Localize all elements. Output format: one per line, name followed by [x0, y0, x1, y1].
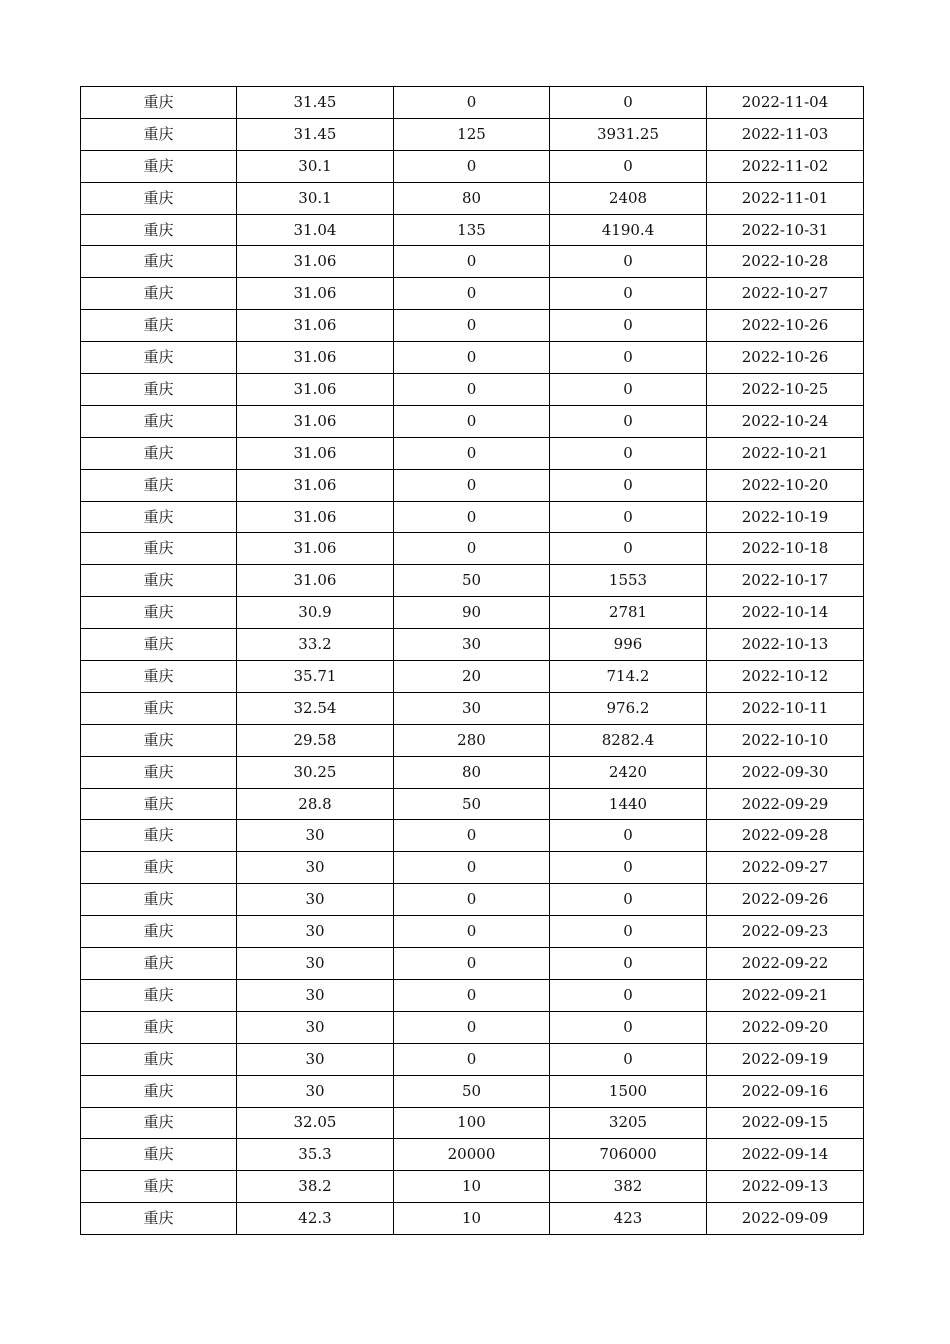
volume-cell: 0	[394, 884, 550, 916]
volume-cell: 125	[394, 118, 550, 150]
price-cell: 30.25	[237, 756, 394, 788]
date-cell: 2022-09-13	[707, 1171, 864, 1203]
volume-cell: 30	[394, 629, 550, 661]
price-cell: 35.3	[237, 1139, 394, 1171]
price-cell: 29.58	[237, 724, 394, 756]
volume-cell: 50	[394, 788, 550, 820]
date-cell: 2022-10-27	[707, 278, 864, 310]
price-cell: 31.06	[237, 565, 394, 597]
region-cell: 重庆	[81, 692, 237, 724]
date-cell: 2022-09-30	[707, 756, 864, 788]
price-cell: 31.06	[237, 405, 394, 437]
date-cell: 2022-09-28	[707, 820, 864, 852]
volume-cell: 100	[394, 1107, 550, 1139]
amount-cell: 1440	[550, 788, 707, 820]
date-cell: 2022-10-26	[707, 310, 864, 342]
price-cell: 31.06	[237, 437, 394, 469]
date-cell: 2022-10-20	[707, 469, 864, 501]
amount-cell: 0	[550, 852, 707, 884]
amount-cell: 1553	[550, 565, 707, 597]
volume-cell: 10	[394, 1171, 550, 1203]
amount-cell: 0	[550, 916, 707, 948]
price-cell: 28.8	[237, 788, 394, 820]
table-row	[81, 1011, 864, 1043]
date-cell: 2022-10-17	[707, 565, 864, 597]
amount-cell: 0	[550, 310, 707, 342]
region-cell: 重庆	[81, 87, 237, 119]
volume-cell: 0	[394, 501, 550, 533]
price-cell: 31.04	[237, 214, 394, 246]
volume-cell: 0	[394, 246, 550, 278]
date-cell: 2022-10-13	[707, 629, 864, 661]
region-cell: 重庆	[81, 533, 237, 565]
amount-cell: 0	[550, 469, 707, 501]
volume-cell: 80	[394, 756, 550, 788]
date-cell: 2022-10-10	[707, 724, 864, 756]
volume-cell: 50	[394, 1075, 550, 1107]
region-cell: 重庆	[81, 629, 237, 661]
region-cell: 重庆	[81, 214, 237, 246]
date-cell: 2022-09-14	[707, 1139, 864, 1171]
volume-cell: 0	[394, 310, 550, 342]
amount-cell: 1500	[550, 1075, 707, 1107]
table-row	[81, 979, 864, 1011]
table-row	[81, 852, 864, 884]
trade-data-table	[80, 86, 864, 1235]
region-cell: 重庆	[81, 661, 237, 693]
date-cell: 2022-10-18	[707, 533, 864, 565]
date-cell: 2022-10-19	[707, 501, 864, 533]
price-cell: 38.2	[237, 1171, 394, 1203]
amount-cell: 0	[550, 437, 707, 469]
amount-cell: 0	[550, 501, 707, 533]
table-row	[81, 533, 864, 565]
table-row	[81, 501, 864, 533]
table-row	[81, 342, 864, 374]
region-cell: 重庆	[81, 310, 237, 342]
table-row	[81, 884, 864, 916]
table-body	[81, 87, 864, 1235]
table-row	[81, 597, 864, 629]
price-cell: 30	[237, 1011, 394, 1043]
amount-cell: 0	[550, 374, 707, 406]
region-cell: 重庆	[81, 597, 237, 629]
date-cell: 2022-09-19	[707, 1043, 864, 1075]
amount-cell: 0	[550, 405, 707, 437]
region-cell: 重庆	[81, 756, 237, 788]
amount-cell: 714.2	[550, 661, 707, 693]
region-cell: 重庆	[81, 469, 237, 501]
price-cell: 30.9	[237, 597, 394, 629]
price-cell: 31.06	[237, 278, 394, 310]
table-row	[81, 278, 864, 310]
table-row	[81, 948, 864, 980]
region-cell: 重庆	[81, 118, 237, 150]
date-cell: 2022-10-11	[707, 692, 864, 724]
price-cell: 30	[237, 852, 394, 884]
region-cell: 重庆	[81, 1043, 237, 1075]
region-cell: 重庆	[81, 884, 237, 916]
region-cell: 重庆	[81, 182, 237, 214]
amount-cell: 3931.25	[550, 118, 707, 150]
region-cell: 重庆	[81, 278, 237, 310]
price-cell: 31.06	[237, 246, 394, 278]
region-cell: 重庆	[81, 788, 237, 820]
volume-cell: 0	[394, 820, 550, 852]
price-cell: 30	[237, 820, 394, 852]
region-cell: 重庆	[81, 405, 237, 437]
volume-cell: 0	[394, 150, 550, 182]
region-cell: 重庆	[81, 948, 237, 980]
table-row	[81, 692, 864, 724]
region-cell: 重庆	[81, 342, 237, 374]
volume-cell: 0	[394, 979, 550, 1011]
table-row	[81, 661, 864, 693]
date-cell: 2022-09-26	[707, 884, 864, 916]
region-cell: 重庆	[81, 1075, 237, 1107]
amount-cell: 0	[550, 948, 707, 980]
table-row	[81, 1107, 864, 1139]
amount-cell: 0	[550, 820, 707, 852]
price-cell: 32.54	[237, 692, 394, 724]
region-cell: 重庆	[81, 1107, 237, 1139]
region-cell: 重庆	[81, 437, 237, 469]
volume-cell: 10	[394, 1203, 550, 1235]
table-row	[81, 724, 864, 756]
volume-cell: 0	[394, 87, 550, 119]
amount-cell: 0	[550, 150, 707, 182]
volume-cell: 0	[394, 533, 550, 565]
table-row	[81, 374, 864, 406]
region-cell: 重庆	[81, 1171, 237, 1203]
region-cell: 重庆	[81, 150, 237, 182]
region-cell: 重庆	[81, 724, 237, 756]
region-cell: 重庆	[81, 501, 237, 533]
amount-cell: 423	[550, 1203, 707, 1235]
price-cell: 42.3	[237, 1203, 394, 1235]
volume-cell: 0	[394, 405, 550, 437]
date-cell: 2022-10-12	[707, 661, 864, 693]
volume-cell: 0	[394, 1011, 550, 1043]
price-cell: 30	[237, 1075, 394, 1107]
date-cell: 2022-10-24	[707, 405, 864, 437]
price-cell: 31.45	[237, 87, 394, 119]
amount-cell: 0	[550, 979, 707, 1011]
amount-cell: 382	[550, 1171, 707, 1203]
table-row	[81, 629, 864, 661]
volume-cell: 50	[394, 565, 550, 597]
amount-cell: 0	[550, 278, 707, 310]
table-row	[81, 756, 864, 788]
table-row	[81, 118, 864, 150]
region-cell: 重庆	[81, 852, 237, 884]
amount-cell: 0	[550, 533, 707, 565]
volume-cell: 20000	[394, 1139, 550, 1171]
table-row	[81, 1043, 864, 1075]
volume-cell: 0	[394, 437, 550, 469]
volume-cell: 90	[394, 597, 550, 629]
price-cell: 31.06	[237, 469, 394, 501]
volume-cell: 0	[394, 948, 550, 980]
price-cell: 30	[237, 979, 394, 1011]
region-cell: 重庆	[81, 1203, 237, 1235]
table-row	[81, 405, 864, 437]
region-cell: 重庆	[81, 1011, 237, 1043]
price-cell: 31.06	[237, 533, 394, 565]
date-cell: 2022-09-09	[707, 1203, 864, 1235]
date-cell: 2022-09-21	[707, 979, 864, 1011]
price-cell: 31.45	[237, 118, 394, 150]
table-row	[81, 310, 864, 342]
amount-cell: 2781	[550, 597, 707, 629]
date-cell: 2022-10-21	[707, 437, 864, 469]
volume-cell: 0	[394, 1043, 550, 1075]
table-row	[81, 469, 864, 501]
date-cell: 2022-09-29	[707, 788, 864, 820]
date-cell: 2022-11-02	[707, 150, 864, 182]
volume-cell: 20	[394, 661, 550, 693]
table-row	[81, 1139, 864, 1171]
amount-cell: 3205	[550, 1107, 707, 1139]
table-row	[81, 820, 864, 852]
volume-cell: 135	[394, 214, 550, 246]
amount-cell: 0	[550, 246, 707, 278]
table-row	[81, 1171, 864, 1203]
amount-cell: 976.2	[550, 692, 707, 724]
price-cell: 30.1	[237, 182, 394, 214]
region-cell: 重庆	[81, 979, 237, 1011]
region-cell: 重庆	[81, 565, 237, 597]
date-cell: 2022-09-27	[707, 852, 864, 884]
volume-cell: 0	[394, 852, 550, 884]
price-cell: 30	[237, 884, 394, 916]
price-cell: 31.06	[237, 374, 394, 406]
table-row	[81, 437, 864, 469]
date-cell: 2022-11-04	[707, 87, 864, 119]
volume-cell: 0	[394, 342, 550, 374]
date-cell: 2022-09-20	[707, 1011, 864, 1043]
amount-cell: 706000	[550, 1139, 707, 1171]
volume-cell: 80	[394, 182, 550, 214]
date-cell: 2022-11-01	[707, 182, 864, 214]
amount-cell: 2420	[550, 756, 707, 788]
amount-cell: 2408	[550, 182, 707, 214]
price-cell: 31.06	[237, 310, 394, 342]
table-row	[81, 246, 864, 278]
price-cell: 31.06	[237, 342, 394, 374]
price-cell: 33.2	[237, 629, 394, 661]
date-cell: 2022-09-23	[707, 916, 864, 948]
volume-cell: 280	[394, 724, 550, 756]
volume-cell: 0	[394, 374, 550, 406]
volume-cell: 0	[394, 278, 550, 310]
region-cell: 重庆	[81, 1139, 237, 1171]
region-cell: 重庆	[81, 246, 237, 278]
table-row	[81, 565, 864, 597]
date-cell: 2022-09-16	[707, 1075, 864, 1107]
volume-cell: 30	[394, 692, 550, 724]
region-cell: 重庆	[81, 374, 237, 406]
table-row	[81, 916, 864, 948]
date-cell: 2022-10-31	[707, 214, 864, 246]
price-cell: 35.71	[237, 661, 394, 693]
table-row	[81, 1203, 864, 1235]
date-cell: 2022-10-14	[707, 597, 864, 629]
table-row	[81, 87, 864, 119]
price-cell: 30	[237, 1043, 394, 1075]
amount-cell: 0	[550, 1011, 707, 1043]
amount-cell: 996	[550, 629, 707, 661]
amount-cell: 0	[550, 1043, 707, 1075]
region-cell: 重庆	[81, 820, 237, 852]
date-cell: 2022-09-15	[707, 1107, 864, 1139]
table-row	[81, 1075, 864, 1107]
date-cell: 2022-10-25	[707, 374, 864, 406]
volume-cell: 0	[394, 916, 550, 948]
table-row	[81, 788, 864, 820]
table-row	[81, 182, 864, 214]
amount-cell: 4190.4	[550, 214, 707, 246]
volume-cell: 0	[394, 469, 550, 501]
price-cell: 31.06	[237, 501, 394, 533]
price-cell: 30	[237, 948, 394, 980]
amount-cell: 0	[550, 87, 707, 119]
date-cell: 2022-10-28	[707, 246, 864, 278]
table-row	[81, 150, 864, 182]
date-cell: 2022-09-22	[707, 948, 864, 980]
price-cell: 30.1	[237, 150, 394, 182]
amount-cell: 8282.4	[550, 724, 707, 756]
date-cell: 2022-10-26	[707, 342, 864, 374]
price-cell: 32.05	[237, 1107, 394, 1139]
price-cell: 30	[237, 916, 394, 948]
region-cell: 重庆	[81, 916, 237, 948]
date-cell: 2022-11-03	[707, 118, 864, 150]
amount-cell: 0	[550, 884, 707, 916]
amount-cell: 0	[550, 342, 707, 374]
table-row	[81, 214, 864, 246]
